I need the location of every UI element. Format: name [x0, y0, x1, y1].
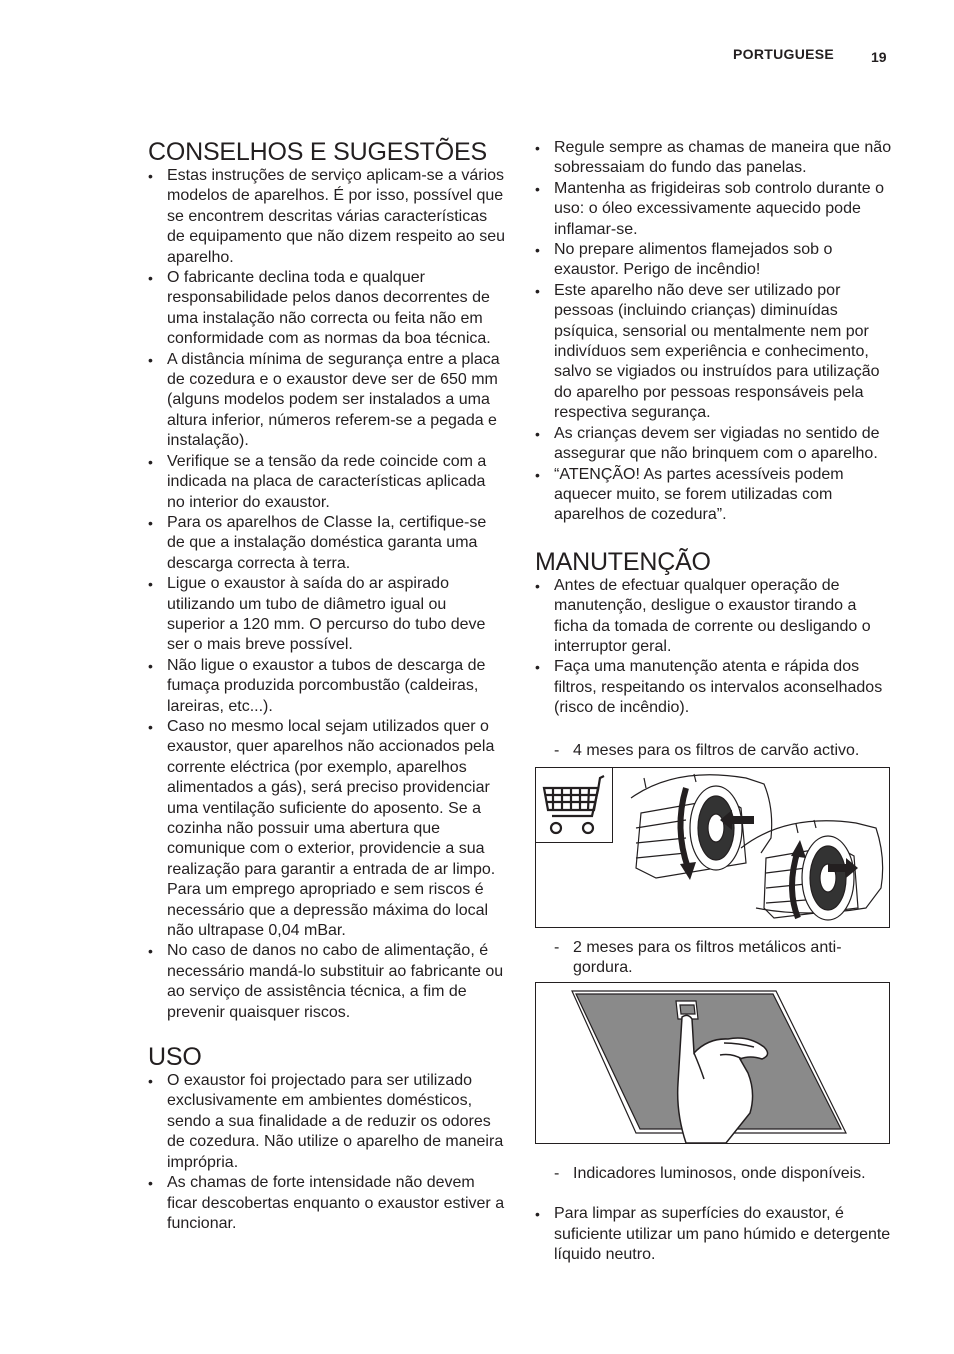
list-item: • Regule sempre as chamas de maneira que não sobressaiam do fundo das panelas. — [535, 138, 893, 179]
list-item: • Ligue o exaustor à saída do ar aspirado utilizando um tubo de diâmetro igual ou superior a 120 mm. O percurso do tubo deve ser o mais breve possível. — [148, 574, 506, 656]
dash-symbol: - — [554, 741, 560, 759]
uso-list-left — [148, 1071, 506, 1234]
list-item: • No prepare alimentos flamejados sob o exaustor. Perigo de incêndio! — [535, 240, 893, 281]
right-column — [535, 138, 893, 1265]
section-title-manutencao: MANUTENÇÃO — [535, 547, 711, 576]
dash-symbol: - — [554, 938, 560, 956]
list-item: • Verifique se a tensão da rede coincide com a indicada na placa de características aplicada no interior do exaustor. — [148, 452, 506, 513]
section-title-uso: USO — [148, 1043, 202, 1072]
list-item: • A distância mínima de segurança entre a placa de cozedura e o exaustor deve ser de 650 mm (alguns modelos podem ser instalados a uma altura inferior, números referem-se a pegada e instalação). — [148, 350, 506, 452]
dash-item-metal-filters — [535, 938, 893, 979]
conselhos-list — [148, 166, 506, 1023]
filter-rotate-illustration — [536, 768, 889, 927]
manutencao-list — [535, 576, 893, 719]
dash-item-text: 2 meses para os filtros metálicos anti-gordura. — [573, 938, 842, 977]
dash-item-carbon-filters — [535, 741, 893, 761]
section-title-conselhos: CONSELHOS E SUGESTÕES — [148, 138, 487, 166]
list-item: • As crianças devem ser vigiadas no sentido de assegurar que não brinquem com o aparelho. — [535, 424, 893, 465]
list-item: • Caso no mesmo local sejam utilizados quer o exaustor, quer aparelhos não accionados pela corrente eléctrica (por exemplo, aparelhos alimentados a gás), será preciso providenciar uma ventilação suficiente do aposento. Se a cozinha não possuir uma abertura que comunique com o exterior, providencie a sua realização para garantir a entrada de ar limpo. Para um emprego apropriado e sem riscos é necessário que a depressão máxima do local não ultrapase 0,04 mBar. — [148, 717, 506, 941]
uso-list-right — [535, 138, 893, 526]
list-item: • Estas instruções de serviço aplicam-se a vários modelos de aparelhos. É por isso, possível que se encontrem descritas várias características de equipamento que não dizem respeito ao seu aparelho. — [148, 166, 506, 268]
hand-filter-illustration — [536, 983, 889, 1143]
dash-symbol: - — [554, 1164, 560, 1182]
list-item: • O exaustor foi projectado para ser utilizado exclusivamente em ambientes domésticos, sendo a sua finalidade a de reduzir os odores de cozedura. Não utilize o aparelho de maneira imprópria. — [148, 1071, 506, 1173]
left-column — [148, 138, 506, 1234]
dash-item-text: Indicadores luminosos, onde disponíveis. — [573, 1164, 866, 1182]
carbon-filter-illustration — [535, 767, 890, 928]
list-item: • No caso de danos no cabo de alimentação, é necessário mandá-lo substituir ao fabricante ou ao serviço de assistência técnica, a fim de prevenir quaisquer riscos. — [148, 941, 506, 1023]
list-item: • O fabricante declina toda e qualquer responsabilidade pelos danos decorrentes de uma instalação não correcta ou feita não em conformidade com as normas da boa técnica. — [148, 268, 506, 350]
grease-filter-illustration — [535, 982, 890, 1144]
page-number: 19 — [871, 49, 887, 65]
list-item: • Para os aparelhos de Classe Ia, certifique-se de que a instalação doméstica garanta uma descarga correcta à terra. — [148, 513, 506, 574]
list-item: • Este aparelho não deve ser utilizado por pessoas (incluindo crianças) diminuídas psíquica, sensorial ou mentalmente nem por indivíduos sem experiência e conhecimento, salvo se vigiados ou instruídos para utilização do aparelho por pessoas responsáveis pela respectiva segurança. — [535, 281, 893, 424]
dash-item-text: 4 meses para os filtros de carvão activo. — [573, 741, 860, 759]
header-language: PORTUGUESE — [733, 46, 835, 62]
list-item: • Antes de efectuar qualquer operação de manutenção, desligue o exaustor tirando a ficha da tomada de corrente ou desligando o interruptor geral. — [535, 576, 893, 658]
list-item: • “ATENÇÃO! As partes acessíveis podem aquecer muito, se forem utilizadas com aparelhos de cozedura”. — [535, 465, 893, 526]
list-item: • As chamas de forte intensidade não devem ficar descobertas enquanto o exaustor estiver a funcionar. — [148, 1173, 506, 1234]
list-item: • Faça uma manutenção atenta e rápida dos filtros, respeitando os intervalos aconselhados (risco de incêndio). — [535, 657, 893, 718]
dash-item-indicators — [535, 1164, 893, 1184]
cleaning-list — [535, 1204, 893, 1265]
list-item: • Não ligue o exaustor a tubos de descarga de fumaça produzida porcombustão (caldeiras, lareiras, etc...). — [148, 656, 506, 717]
list-item: • Mantenha as frigideiras sob controlo durante o uso: o óleo excessivamente aquecido pode inflamar-se. — [535, 179, 893, 240]
list-item: • Para limpar as superfícies do exaustor, é suficiente utilizar um pano húmido e detergente líquido neutro. — [535, 1204, 893, 1265]
